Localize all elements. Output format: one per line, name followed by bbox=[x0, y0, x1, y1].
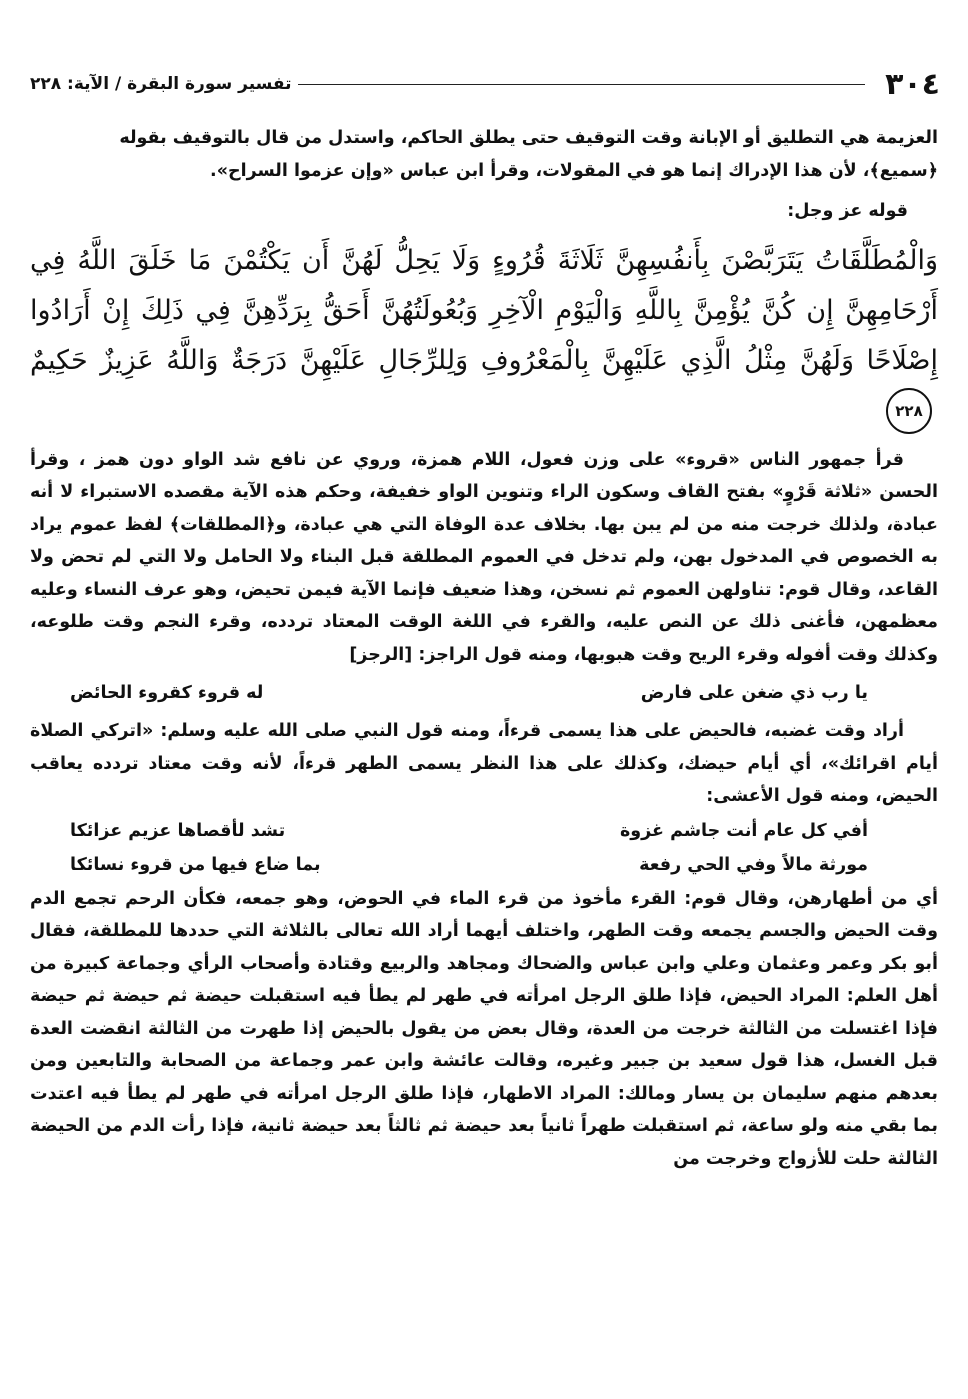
quran-verse-text: وَالْمُطَلَّقَاتُ يَتَرَبَّصْنَ بِأَنفُسِهِنَّ ثَلَاثَةَ قُرُوءٍ وَلَا يَحِلُّ لَهُنَّ أَن يَكْتُمْنَ مَا خَلَقَ اللَّهُ فِي أَرْحَامِهِنَّ إِن كُنَّ يُؤْمِنَّ بِاللَّهِ وَالْيَوْمِ الْآخِرِ وَبُعُولَتُهُنَّ أَحَقُّ بِرَدِّهِنَّ فِي ذَلِكَ إِنْ أَرَادُوا إِصْلَاحًا وَلَهُنَّ مِثْلُ الَّذِي عَلَيْهِنَّ بِالْمَعْرُوفِ وَلِلرِّجَالِ عَلَيْهِنَّ دَرَجَةٌ وَاللَّهُ عَزِيزٌ حَكِيمٌ bbox=[30, 244, 938, 376]
asha-couplet-1-second: تشد لأقصاها عزيم عزائكا bbox=[70, 820, 286, 841]
intro-line-1: العزيمة هي التطليق أو الإبانة وقت التوقيف حتى يطلق الحاكم، واستدل من قال بالتوقيف بقوله bbox=[119, 128, 938, 148]
intro-line-2: ﴿سميع﴾، لأن هذا الإدراك إنما هو في المقولات، وقرأ ابن عباس «وإن عزموا السراح». bbox=[210, 160, 938, 181]
rajaz-first-hemistich: يا رب ذي ضغن على فارض bbox=[640, 683, 868, 703]
quran-verse bbox=[30, 236, 938, 436]
commentary-paragraph-2: أراد وقت غضبه، فالحيض على هذا يسمى قرءاً، ومنه قول النبي صلى الله عليه وسلم: «اتركي الصلاة أيام اقرائك»، أي أيام حيضك، وكذلك على هذا النظر يسمى الطهر قرءاً، لأنه وقت معتاد تردده يعاقب الحيض، ومنه قول الأعشى: bbox=[30, 721, 938, 806]
asha-couplet-1 bbox=[70, 815, 868, 847]
asha-couplet-2-second: بما ضاع فيها من قروء نسائكا bbox=[70, 854, 321, 875]
commentary-paragraph-3: أي من أطهارهن، وقال قوم: القرء مأخوذ من قرء الماء في الحوض، وهو جمعه، فكأن الرحم تجمع الدم وقت الحيض والجسم يجمعه وقت الطهر، واختلف أيهما أراد الله تعالى بالثلاثة التي حددها للمطلقة، فقال أبو بكر وعمر وعثمان وعلي وابن عباس والضحاك ومجاهد والربيع وقتادة وأصحاب الرأي وجماعة كبيرة من أهل العلم: المراد الحيض، فإذا طلق الرجل امرأته في طهر لم يطأ فيه استقبلت حيضة ثم حيضة ثم حيضة فإذا اغتسلت من الثالثة خرجت من العدة، وقال بعض من يقول بالحيض إذا طهرت من الثالثة انقضت العدة قبل الغسل، هذا قول سعيد بن جبير وغيره، وقالت عائشة وابن عمر وجماعة من الصحابة والتابعين ومن بعدهم منهم سليمان بن يسار ومالك: المراد الاطهار، فإذا طلق الرجل امرأته في طهر لم يطأ فيه اعتدت بما بقي منه ولو ساعة، ثم استقبلت طهراً ثانياً بعد حيضة ثم ثالثاً بعد حيضة ثانية، فإذا رأت الدم من الحيضة الثالثة حلت للأزواج وخرجت من bbox=[30, 888, 938, 1169]
asha-couplet-2-first: مورثة مالاً وفي الحي رفعة bbox=[639, 854, 868, 875]
running-title: تفسير سورة البقرة / الآية: ٢٢٨ bbox=[30, 74, 292, 94]
asha-couplet-1-first: أفي كل عام أنت جاشم غزوة bbox=[619, 820, 868, 841]
asha-couplet-2 bbox=[70, 849, 868, 881]
rajaz-second-hemistich: له قروء كقروء الحائض bbox=[70, 683, 264, 703]
header-rule bbox=[298, 84, 866, 85]
verse-heading: قوله عز وجل: bbox=[787, 201, 908, 221]
ayah-number-marker: ٢٢٨ bbox=[886, 388, 932, 434]
page-number: ٣٠٤ bbox=[885, 66, 940, 102]
rajaz-couplet bbox=[70, 677, 868, 709]
commentary-paragraph-1: قرأ جمهور الناس «قروء» على وزن فعول، اللام همزة، وروي عن نافع شد الواو دون همز ، وقرأ الحسن «ثلاثة قَرْوٍ» بفتح القاف وسكون الراء وتنوين الواو خفيفة، وحكم هذه الآية مقصده الاستبراء لا أنه عبادة، ولذلك خرجت منه من لم يبن بها. بخلاف عدة الوفاة التي هي عبادة، و﴿المطلقات﴾ لفظ عموم يراد به الخصوص في المدخول بهن، ولم تدخل في العموم المطلقة قبل البناء ولا الحامل ولا التي لم تحض ولا القاعد، وقال قوم: تناولهن العموم ثم نسخن، وهذا ضعيف فإنما الآية فيمن تحيض، وهو عرف النساء وعليه معظمهن، فأغنى ذلك عن النص عليه، والقرء في اللغة الوقت المعتاد تردده، وقرء النجم وقت طلوعه، وكذلك وقت أفوله وقرء الريح وقت هبوبها، ومنه قول الراجز: [الرجز] bbox=[30, 449, 938, 665]
page-header bbox=[30, 62, 940, 106]
